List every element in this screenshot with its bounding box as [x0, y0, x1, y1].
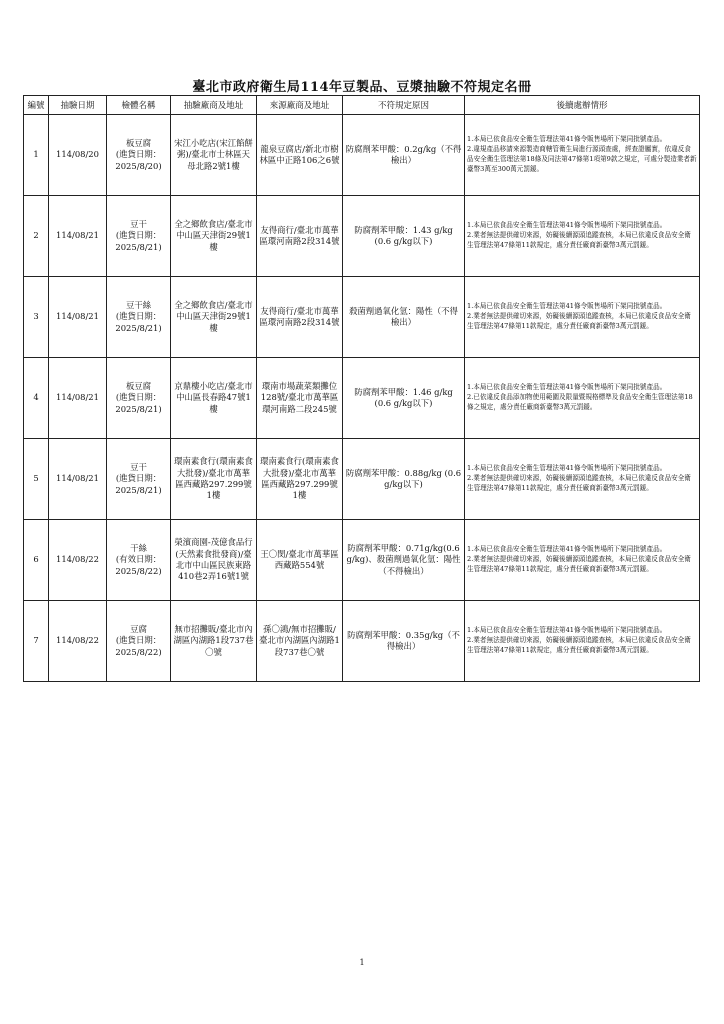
header-date: 抽驗日期 — [49, 96, 107, 115]
header-source: 來源廠商及地址 — [257, 96, 343, 115]
cell-no: 3 — [24, 277, 49, 358]
item-name: 板豆腐 — [125, 137, 152, 148]
followup-line: 1.本局已依食品安全衛生管理法第41條令販售場所下架同批號產品。 — [467, 464, 667, 473]
cell-item — [107, 115, 171, 196]
cell-item — [107, 520, 171, 601]
header-followup: 後續處辦情形 — [465, 96, 700, 115]
item-name: 豆干 — [130, 461, 147, 472]
followup-line: 2.業者無法提供確切來源，妨礙後續源頭追蹤查核，本局已依違反食品安全衛生管理法第47條第11款規定，處分責任廠商新臺幣3萬元罰鍰。 — [467, 555, 691, 573]
cell-reason: 防腐劑苯甲酸：0.71g/kg(0.6 g/kg)、殺菌劑過氧化氫：陽性（不得檢出） — [343, 520, 465, 601]
cell-followup — [465, 115, 700, 196]
cell-reason: 防腐劑苯甲酸：0.35g/kg（不得檢出） — [343, 601, 465, 682]
cell-date: 114/08/21 — [49, 439, 107, 520]
followup-line: 1.本局已依食品安全衛生管理法第41條令販售場所下架同批號產品。 — [467, 545, 667, 554]
cell-sampled: 京鼎樓小吃店/臺北市中山區長春路47號1樓 — [171, 358, 257, 439]
item-date-label: (有效日期： — [115, 554, 162, 565]
cell-source: 王〇閔/臺北市萬華區西藏路554號 — [257, 520, 343, 601]
cell-source: 龍泉豆腐店/新北市樹林區中正路106之6號 — [257, 115, 343, 196]
cell-reason: 防腐劑苯甲酸：0.88g/kg (0.6 g/kg以下) — [343, 439, 465, 520]
cell-followup — [465, 277, 700, 358]
item-date: 2025/8/21) — [115, 403, 162, 414]
cell-item — [107, 439, 171, 520]
cell-followup — [465, 439, 700, 520]
cell-sampled: 全之鄉飲食店/臺北市中山區天津街29號1樓 — [171, 277, 257, 358]
cell-date: 114/08/21 — [49, 196, 107, 277]
item-date-label: (進貨日期： — [115, 392, 162, 403]
cell-followup — [465, 196, 700, 277]
cell-sampled: 全之鄉飲食店/臺北市中山區天津街29號1樓 — [171, 196, 257, 277]
table-row — [24, 277, 700, 358]
table-row — [24, 358, 700, 439]
item-date: 2025/8/22) — [115, 646, 162, 657]
followup-line: 2.業者無法提供確切來源，妨礙後續源頭追蹤查核，本局已依違反食品安全衛生管理法第47條第11款規定，處分責任廠商新臺幣3萬元罰鍰。 — [467, 312, 691, 330]
item-date-label: (進貨日期： — [115, 230, 162, 241]
cell-sampled: 環南素食行(環南素食大批發)/臺北市萬華區西藏路297.299號1樓 — [171, 439, 257, 520]
cell-reason: 殺菌劑過氧化氫：陽性（不得檢出） — [343, 277, 465, 358]
followup-line: 2.違規產品移請來源製造商轄管衛生局進行源頭查處，經查證屬實，依違反食品安全衛生管理法第18條及同法第47條第1項第9款之規定，可處分製造業者新臺幣3萬至300萬元罰鍰。 — [467, 145, 697, 173]
table-row — [24, 601, 700, 682]
cell-source: 友得商行/臺北市萬華區環河南路2段314號 — [257, 196, 343, 277]
cell-item — [107, 196, 171, 277]
item-date-label: (進貨日期： — [115, 311, 162, 322]
header-reason: 不符規定原因 — [343, 96, 465, 115]
cell-date: 114/08/22 — [49, 601, 107, 682]
item-date: 2025/8/21) — [115, 322, 162, 333]
header-item: 檢體名稱 — [107, 96, 171, 115]
item-date: 2025/8/21) — [115, 484, 162, 495]
table-row — [24, 115, 700, 196]
followup-line: 1.本局已依食品安全衛生管理法第41條令販售場所下架同批號產品。 — [467, 135, 667, 144]
cell-sampled: 無市招攤販/臺北市內湖區內湖路1段737巷〇號 — [171, 601, 257, 682]
followup-line: 2.業者無法提供確切來源，妨礙後續源頭追蹤查核，本局已依違反食品安全衛生管理法第47條第11款規定，處分責任廠商新臺幣3萬元罰鍰。 — [467, 231, 691, 249]
cell-date: 114/08/21 — [49, 277, 107, 358]
cell-date: 114/08/21 — [49, 358, 107, 439]
cell-followup — [465, 601, 700, 682]
cell-date: 114/08/20 — [49, 115, 107, 196]
cell-no: 4 — [24, 358, 49, 439]
item-name: 豆干 — [130, 218, 147, 229]
inspection-table — [23, 95, 700, 682]
cell-reason: 防腐劑苯甲酸：1.43 g/kg (0.6 g/kg以下) — [343, 196, 465, 277]
item-name: 板豆腐 — [125, 380, 152, 391]
page-number: 1 — [359, 958, 365, 967]
header-sampled: 抽驗廠商及地址 — [171, 96, 257, 115]
cell-sampled: 榮濱商園-茂億食品行(天然素食批發商)/臺北市中山區民族東路410巷2弄16號1號 — [171, 520, 257, 601]
cell-followup — [465, 358, 700, 439]
item-date: 2025/8/22) — [115, 565, 162, 576]
table-row — [24, 439, 700, 520]
cell-source: 孫〇鴻/無市招攤販/臺北市內湖區內湖路1段737巷〇號 — [257, 601, 343, 682]
followup-line: 1.本局已依食品安全衛生管理法第41條令販售場所下架同批號產品。 — [467, 302, 667, 311]
header-row — [24, 96, 700, 115]
followup-line: 2.已依違反食品添加物使用範圍及限量暨規格標準及食品安全衛生管理法第18條之規定，處分責任廠商新臺幣3萬元罰鍰。 — [467, 393, 693, 411]
followup-line: 2.業者無法提供確切來源，妨礙後續源頭追蹤查核，本局已依違反食品安全衛生管理法第47條第11款規定，處分責任廠商新臺幣3萬元罰鍰。 — [467, 636, 691, 654]
item-date: 2025/8/20) — [115, 160, 162, 171]
item-name: 干絲 — [130, 542, 147, 553]
cell-source: 環南市場蔬菜類攤位128號/臺北市萬華區環河南路二段245號 — [257, 358, 343, 439]
item-name: 豆干絲 — [125, 299, 152, 310]
cell-reason: 防腐劑苯甲酸：1.46 g/kg (0.6 g/kg以下) — [343, 358, 465, 439]
followup-line: 2.業者無法提供確切來源，妨礙後續源頭追蹤查核，本局已依違反食品安全衛生管理法第47條第11款規定，處分責任廠商新臺幣3萬元罰鍰。 — [467, 474, 691, 492]
cell-item — [107, 277, 171, 358]
followup-line: 1.本局已依食品安全衛生管理法第41條令販售場所下架同批號產品。 — [467, 221, 667, 230]
cell-no: 2 — [24, 196, 49, 277]
cell-reason: 防腐劑苯甲酸：0.2g/kg（不得檢出） — [343, 115, 465, 196]
item-date-label: (進貨日期： — [115, 473, 162, 484]
cell-date: 114/08/22 — [49, 520, 107, 601]
cell-no: 7 — [24, 601, 49, 682]
table-row — [24, 196, 700, 277]
item-date: 2025/8/21) — [115, 241, 162, 252]
item-date-label: (進貨日期： — [115, 149, 162, 160]
cell-item — [107, 358, 171, 439]
header-no: 編號 — [24, 96, 49, 115]
cell-source: 友得商行/臺北市萬華區環河南路2段314號 — [257, 277, 343, 358]
cell-sampled: 宋江小吃店(宋江餡餅粥)/臺北市士林區天母北路2號1樓 — [171, 115, 257, 196]
followup-line: 1.本局已依食品安全衛生管理法第41條令販售場所下架同批號產品。 — [467, 626, 667, 635]
cell-source: 環南素食行(環南素食大批發)/臺北市萬華區西藏路297.299號1樓 — [257, 439, 343, 520]
followup-line: 1.本局已依食品安全衛生管理法第41條令販售場所下架同批號產品。 — [467, 383, 667, 392]
cell-no: 6 — [24, 520, 49, 601]
item-date-label: (進貨日期： — [115, 635, 162, 646]
cell-followup — [465, 520, 700, 601]
cell-item — [107, 601, 171, 682]
cell-no: 5 — [24, 439, 49, 520]
cell-no: 1 — [24, 115, 49, 196]
page-title: 臺北市政府衛生局114年豆製品、豆漿抽驗不符規定名冊 — [192, 80, 532, 95]
table-row — [24, 520, 700, 601]
item-name: 豆腐 — [130, 623, 147, 634]
